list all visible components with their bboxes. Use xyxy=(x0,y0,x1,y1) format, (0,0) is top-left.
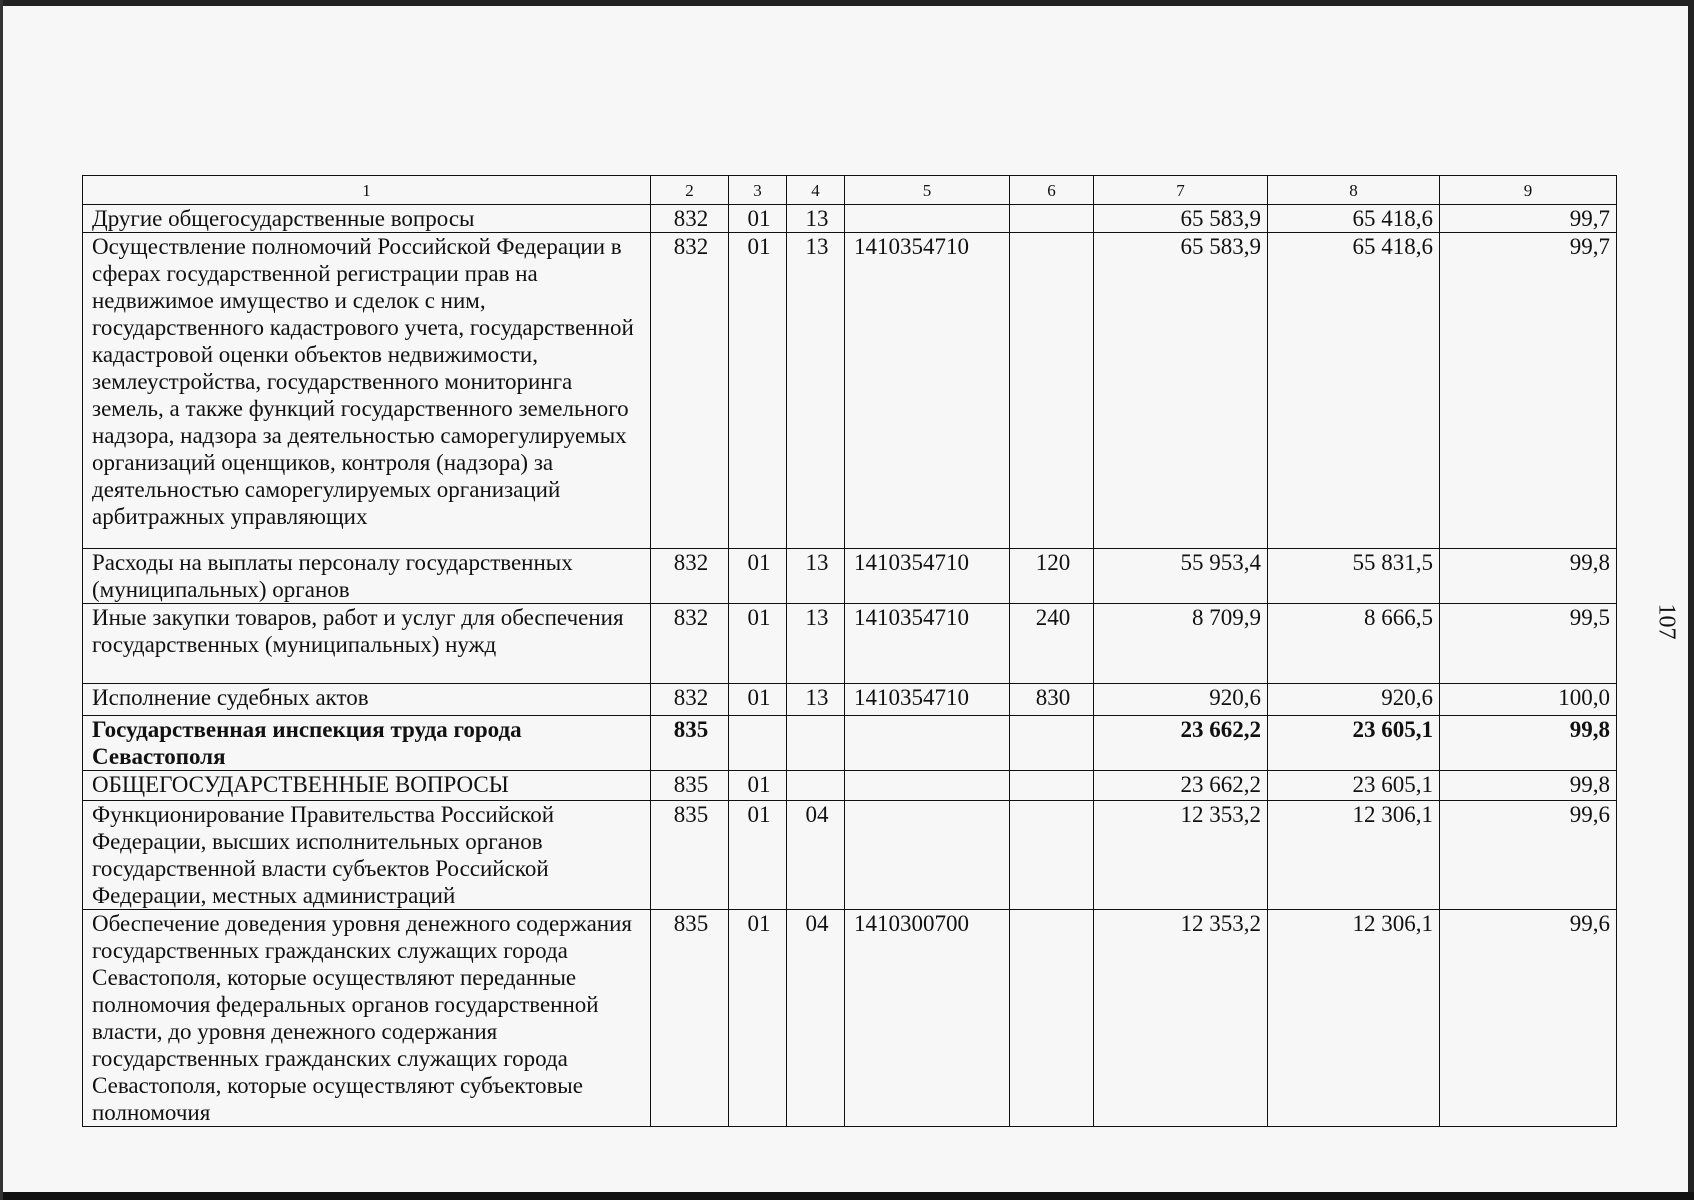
row-expense-type xyxy=(1010,716,1094,771)
row-fact: 55 831,5 xyxy=(1268,549,1440,604)
row-target-article: 1410354710 xyxy=(845,549,1010,604)
table-row xyxy=(83,716,1617,771)
row-target-article: 1410354710 xyxy=(845,604,1010,684)
row-plan: 23 662,2 xyxy=(1094,771,1268,801)
row-section: 01 xyxy=(729,910,787,1127)
row-percent: 99,7 xyxy=(1440,233,1617,549)
table-header-row xyxy=(83,176,1617,205)
row-target-article xyxy=(845,771,1010,801)
row-section: 01 xyxy=(729,801,787,910)
row-name: Другие общегосударственные вопросы xyxy=(83,205,651,233)
row-section: 01 xyxy=(729,771,787,801)
row-percent: 99,5 xyxy=(1440,604,1617,684)
row-subsection: 04 xyxy=(787,801,845,910)
row-plan: 12 353,2 xyxy=(1094,801,1268,910)
row-name: Исполнение судебных актов xyxy=(83,684,651,716)
row-name: Иные закупки товаров, работ и услуг для обеспечения государственных (муниципальных) нужд xyxy=(83,604,651,684)
row-fact: 920,6 xyxy=(1268,684,1440,716)
row-plan: 23 662,2 xyxy=(1094,716,1268,771)
header-cell: 4 xyxy=(787,176,845,205)
row-grbs: 835 xyxy=(651,771,729,801)
row-percent: 99,7 xyxy=(1440,205,1617,233)
header-cell: 1 xyxy=(83,176,651,205)
row-target-article: 1410354710 xyxy=(845,233,1010,549)
row-subsection: 04 xyxy=(787,910,845,1127)
row-expense-type: 120 xyxy=(1010,549,1094,604)
table-row xyxy=(83,910,1617,1127)
row-fact: 65 418,6 xyxy=(1268,205,1440,233)
row-section: 01 xyxy=(729,604,787,684)
row-percent: 99,8 xyxy=(1440,716,1617,771)
header-cell: 8 xyxy=(1268,176,1440,205)
row-target-article xyxy=(845,801,1010,910)
row-target-article xyxy=(845,205,1010,233)
row-plan: 920,6 xyxy=(1094,684,1268,716)
header-cell: 3 xyxy=(729,176,787,205)
scan-edge-left xyxy=(0,0,3,1200)
row-name: Обеспечение доведения уровня денежного содержания государственных гражданских служащих города Севастополя, которые осуществляют переданные полномочия федеральных органов государственной власти, до уровня денежного содержания государственных гражданских служащих города Севастополя, которые осуществляют субъектовые полномочия xyxy=(83,910,651,1127)
row-subsection: 13 xyxy=(787,684,845,716)
row-expense-type xyxy=(1010,801,1094,910)
header-cell: 5 xyxy=(845,176,1010,205)
row-percent: 99,6 xyxy=(1440,801,1617,910)
row-fact: 23 605,1 xyxy=(1268,771,1440,801)
row-grbs: 832 xyxy=(651,604,729,684)
row-percent: 99,6 xyxy=(1440,910,1617,1127)
page-number: 107 xyxy=(1653,603,1680,640)
row-expense-type xyxy=(1010,771,1094,801)
row-fact: 12 306,1 xyxy=(1268,801,1440,910)
row-section: 01 xyxy=(729,205,787,233)
table-row xyxy=(83,604,1617,684)
row-section: 01 xyxy=(729,549,787,604)
row-grbs: 832 xyxy=(651,233,729,549)
row-expense-type: 830 xyxy=(1010,684,1094,716)
row-grbs: 835 xyxy=(651,716,729,771)
row-name: Осуществление полномочий Российской Федерации в сферах государственной регистрации прав на недвижимое имущество и сделок с ним, государственного кадастрового учета, государственной кадастровой оценки объектов недвижимости, землеустройства, государственного мониторинга земель, а также функций государственного земельного надзора, надзора за деятельностью саморегулируемых организаций оценщиков, контроля (надзора) за деятельностью саморегулируемых организаций арбитражных управляющих xyxy=(83,233,651,549)
header-cell: 9 xyxy=(1440,176,1617,205)
scan-edge-top xyxy=(0,0,1694,6)
row-grbs: 835 xyxy=(651,801,729,910)
row-percent: 99,8 xyxy=(1440,771,1617,801)
table-row xyxy=(83,205,1617,233)
row-grbs: 832 xyxy=(651,684,729,716)
row-section xyxy=(729,716,787,771)
row-expense-type xyxy=(1010,205,1094,233)
row-section: 01 xyxy=(729,233,787,549)
row-subsection xyxy=(787,716,845,771)
row-plan: 55 953,4 xyxy=(1094,549,1268,604)
row-subsection: 13 xyxy=(787,233,845,549)
row-plan: 12 353,2 xyxy=(1094,910,1268,1127)
row-fact: 65 418,6 xyxy=(1268,233,1440,549)
table-row xyxy=(83,684,1617,716)
table-row xyxy=(83,233,1617,549)
header-cell: 6 xyxy=(1010,176,1094,205)
row-subsection: 13 xyxy=(787,604,845,684)
row-percent: 100,0 xyxy=(1440,684,1617,716)
row-percent: 99,8 xyxy=(1440,549,1617,604)
table-row xyxy=(83,771,1617,801)
row-target-article: 1410300700 xyxy=(845,910,1010,1127)
scan-edge-bottom xyxy=(0,1192,1694,1200)
scan-edge-right xyxy=(1688,0,1694,1200)
row-name: Функционирование Правительства Российской Федерации, высших исполнительных органов государственной власти субъектов Российской Федерации, местных администраций xyxy=(83,801,651,910)
table-row xyxy=(83,801,1617,910)
row-fact: 8 666,5 xyxy=(1268,604,1440,684)
row-plan: 65 583,9 xyxy=(1094,233,1268,549)
row-name: Государственная инспекция труда города Севастополя xyxy=(83,716,651,771)
row-plan: 8 709,9 xyxy=(1094,604,1268,684)
row-expense-type: 240 xyxy=(1010,604,1094,684)
row-subsection: 13 xyxy=(787,205,845,233)
row-name: ОБЩЕГОСУДАРСТВЕННЫЕ ВОПРОСЫ xyxy=(83,771,651,801)
row-expense-type xyxy=(1010,910,1094,1127)
row-subsection: 13 xyxy=(787,549,845,604)
row-grbs: 832 xyxy=(651,549,729,604)
row-subsection xyxy=(787,771,845,801)
row-fact: 12 306,1 xyxy=(1268,910,1440,1127)
row-target-article: 1410354710 xyxy=(845,684,1010,716)
row-target-article xyxy=(845,716,1010,771)
row-name: Расходы на выплаты персоналу государственных (муниципальных) органов xyxy=(83,549,651,604)
row-section: 01 xyxy=(729,684,787,716)
row-grbs: 832 xyxy=(651,205,729,233)
budget-table xyxy=(82,175,1617,1127)
row-grbs: 835 xyxy=(651,910,729,1127)
header-cell: 7 xyxy=(1094,176,1268,205)
row-expense-type xyxy=(1010,233,1094,549)
header-cell: 2 xyxy=(651,176,729,205)
row-plan: 65 583,9 xyxy=(1094,205,1268,233)
table-row xyxy=(83,549,1617,604)
row-fact: 23 605,1 xyxy=(1268,716,1440,771)
